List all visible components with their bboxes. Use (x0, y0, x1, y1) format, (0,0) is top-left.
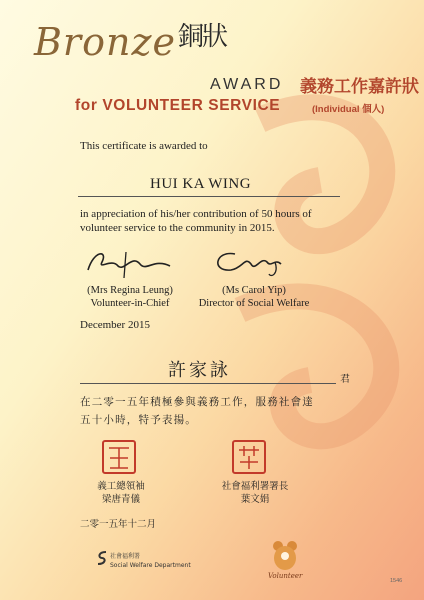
chinese-date: 二零一五年十二月 (80, 519, 157, 530)
chinese-body-line-1: 在二零一五年積極參與義務工作，服務社會達 (80, 396, 314, 408)
signatory-2-name: (Ms Carol Yip) (222, 285, 286, 296)
issue-date: December 2015 (80, 319, 150, 331)
award-title: AWARD (210, 76, 284, 93)
seal-stamp-2 (232, 440, 266, 474)
signature-regina-leung (82, 244, 174, 280)
swd-name-chinese: 社會福利署 (110, 553, 141, 560)
individual-label: (Individual 個人) (312, 104, 385, 115)
signatory-1-title: Volunteer-in-Chief (90, 298, 170, 309)
swd-name-english: Social Welfare Department (110, 562, 191, 569)
chinese-signatory-1-title: 義工總領袖 (97, 481, 145, 492)
volunteer-bear-logo-icon (270, 538, 300, 572)
signature-carol-yip (205, 244, 297, 280)
seal-stamp-1 (102, 440, 136, 474)
name-underline (78, 196, 340, 197)
signatory-2-title: Director of Social Welfare (198, 298, 310, 309)
chinese-signatory-2 (210, 480, 300, 506)
swd-logo-icon (96, 550, 108, 566)
recipient-name-chinese: 許家詠 (168, 360, 231, 381)
bronze-title: Bronze (34, 20, 176, 64)
signatory-1-name: (Mrs Regina Leung) (87, 285, 173, 296)
recipient-suffix: 君 (340, 374, 350, 385)
recipient-name: HUI KA WING (150, 176, 252, 192)
swd-name (110, 552, 191, 570)
chinese-signatory-2-name: 葉文娟 (240, 494, 270, 505)
chinese-signatory-1-name: 梁唐青儀 (101, 494, 140, 505)
volunteer-service-heading: for VOLUNTEER SERVICE (75, 97, 281, 114)
signatory-1 (80, 284, 180, 310)
award-title-chinese: 義務工作嘉許狀 (300, 77, 419, 97)
awarded-to-text: This certificate is awarded to (80, 140, 208, 152)
chinese-signatory-1 (86, 480, 156, 506)
chinese-name-underline (80, 383, 336, 384)
appreciation-line-2: volunteer service to the community in 2015. (80, 222, 275, 234)
signatory-2 (186, 284, 322, 310)
appreciation-line-1: in appreciation of his/her contribution of 50 hours of (80, 208, 312, 220)
bronze-title-chinese: 銅狀 (178, 22, 227, 52)
volunteer-logo-text: Volunteer (268, 572, 303, 580)
chinese-signatory-2-title: 社會福利署署長 (221, 481, 289, 492)
chinese-body-line-2: 五十小時，特予表揚。 (80, 414, 197, 426)
certificate-code: 1546 (390, 578, 403, 584)
